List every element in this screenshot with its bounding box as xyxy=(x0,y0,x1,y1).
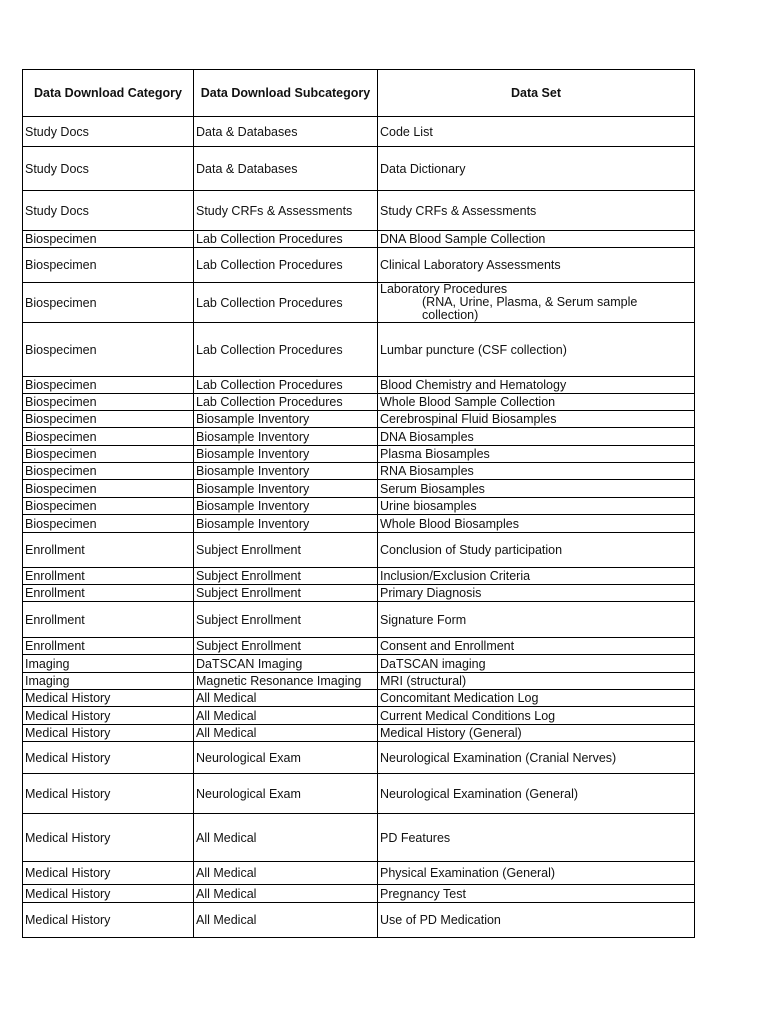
table-row xyxy=(23,774,695,814)
cell-category: Enrollment xyxy=(23,568,194,585)
cell-category: Biospecimen xyxy=(23,480,194,498)
cell-subline: (RNA, Urine, Plasma, & Serum sample collection) xyxy=(422,295,638,322)
cell-data-set: Study CRFs & Assessments xyxy=(378,191,695,231)
cell-data-set: Medical History (General) xyxy=(378,725,695,742)
cell-data-set: Physical Examination (General) xyxy=(378,862,695,885)
header-data-set: Data Set xyxy=(378,70,695,117)
data-download-table xyxy=(22,69,695,938)
table-row xyxy=(23,248,695,283)
cell-line: Laboratory Procedures xyxy=(380,282,508,296)
cell-subcategory: Subject Enrollment xyxy=(194,638,378,655)
cell-subcategory: Neurological Exam xyxy=(194,774,378,814)
table-row xyxy=(23,191,695,231)
cell-data-set: DaTSCAN imaging xyxy=(378,655,695,673)
cell-subcategory: Lab Collection Procedures xyxy=(194,231,378,248)
cell-subcategory: Subject Enrollment xyxy=(194,585,378,602)
cell-data-set: Blood Chemistry and Hematology xyxy=(378,377,695,394)
cell-category: Biospecimen xyxy=(23,428,194,446)
cell-subcategory: Subject Enrollment xyxy=(194,533,378,568)
cell-category: Study Docs xyxy=(23,117,194,147)
cell-category: Biospecimen xyxy=(23,446,194,463)
table-row xyxy=(23,673,695,690)
cell-category: Biospecimen xyxy=(23,463,194,480)
cell-data-set: Primary Diagnosis xyxy=(378,585,695,602)
cell-category: Enrollment xyxy=(23,533,194,568)
table-row xyxy=(23,690,695,707)
table-row xyxy=(23,231,695,248)
table-row xyxy=(23,568,695,585)
table-row xyxy=(23,707,695,725)
cell-data-set: Conclusion of Study participation xyxy=(378,533,695,568)
cell-data-set: Signature Form xyxy=(378,602,695,638)
header-row xyxy=(23,70,695,117)
table-row xyxy=(23,480,695,498)
cell-subcategory: Magnetic Resonance Imaging xyxy=(194,673,378,690)
cell-data-set: Urine biosamples xyxy=(378,498,695,515)
cell-category: Study Docs xyxy=(23,147,194,191)
table-row xyxy=(23,862,695,885)
cell-subcategory: All Medical xyxy=(194,862,378,885)
cell-category: Medical History xyxy=(23,725,194,742)
cell-category: Medical History xyxy=(23,814,194,862)
cell-data-set: Serum Biosamples xyxy=(378,480,695,498)
table-row xyxy=(23,885,695,903)
cell-category: Medical History xyxy=(23,862,194,885)
cell-category: Medical History xyxy=(23,742,194,774)
cell-data-set: Current Medical Conditions Log xyxy=(378,707,695,725)
cell-subcategory: All Medical xyxy=(194,707,378,725)
table-row xyxy=(23,533,695,568)
header-subcategory: Data Download Subcategory xyxy=(194,70,378,117)
cell-data-set: Clinical Laboratory Assessments xyxy=(378,248,695,283)
cell-category: Medical History xyxy=(23,690,194,707)
cell-subcategory: Biosample Inventory xyxy=(194,498,378,515)
cell-subcategory: All Medical xyxy=(194,725,378,742)
table-row xyxy=(23,602,695,638)
table-row xyxy=(23,394,695,411)
cell-category: Biospecimen xyxy=(23,377,194,394)
cell-category: Biospecimen xyxy=(23,323,194,377)
table-row xyxy=(23,377,695,394)
table-row xyxy=(23,147,695,191)
cell-subcategory: All Medical xyxy=(194,885,378,903)
cell-subcategory: Study CRFs & Assessments xyxy=(194,191,378,231)
cell-category: Medical History xyxy=(23,903,194,938)
cell-category: Biospecimen xyxy=(23,515,194,533)
cell-category: Study Docs xyxy=(23,191,194,231)
cell-data-set: Code List xyxy=(378,117,695,147)
cell-category: Enrollment xyxy=(23,638,194,655)
cell-subcategory: Lab Collection Procedures xyxy=(194,283,378,323)
cell-data-set: Data Dictionary xyxy=(378,147,695,191)
cell-data-set: Neurological Examination (Cranial Nerves) xyxy=(378,742,695,774)
cell-category: Biospecimen xyxy=(23,394,194,411)
cell-category: Imaging xyxy=(23,655,194,673)
cell-data-set: Use of PD Medication xyxy=(378,903,695,938)
table-row xyxy=(23,515,695,533)
cell-subcategory: Data & Databases xyxy=(194,117,378,147)
table-row xyxy=(23,411,695,428)
cell-data-set: Whole Blood Biosamples xyxy=(378,515,695,533)
cell-subcategory: Biosample Inventory xyxy=(194,515,378,533)
cell-data-set: Cerebrospinal Fluid Biosamples xyxy=(378,411,695,428)
cell-subcategory: DaTSCAN Imaging xyxy=(194,655,378,673)
cell-subcategory: Biosample Inventory xyxy=(194,411,378,428)
cell-category: Biospecimen xyxy=(23,231,194,248)
cell-subcategory: Subject Enrollment xyxy=(194,602,378,638)
table-row xyxy=(23,117,695,147)
cell-category: Biospecimen xyxy=(23,411,194,428)
table-row xyxy=(23,283,695,323)
cell-category: Medical History xyxy=(23,885,194,903)
table-row xyxy=(23,742,695,774)
cell-data-set: Whole Blood Sample Collection xyxy=(378,394,695,411)
cell-data-set: Inclusion/Exclusion Criteria xyxy=(378,568,695,585)
cell-subcategory: Subject Enrollment xyxy=(194,568,378,585)
table-body xyxy=(23,117,695,938)
cell-category: Medical History xyxy=(23,774,194,814)
cell-data-set: MRI (structural) xyxy=(378,673,695,690)
table-row xyxy=(23,498,695,515)
cell-subcategory: All Medical xyxy=(194,690,378,707)
cell-subcategory: Neurological Exam xyxy=(194,742,378,774)
cell-data-set: Neurological Examination (General) xyxy=(378,774,695,814)
cell-data-set: Lumbar puncture (CSF collection) xyxy=(378,323,695,377)
table-row xyxy=(23,463,695,480)
cell-category: Enrollment xyxy=(23,585,194,602)
cell-subcategory: All Medical xyxy=(194,814,378,862)
table-row xyxy=(23,655,695,673)
cell-subcategory: Biosample Inventory xyxy=(194,463,378,480)
cell-data-set: RNA Biosamples xyxy=(378,463,695,480)
cell-data-set: PD Features xyxy=(378,814,695,862)
table-row xyxy=(23,446,695,463)
cell-subcategory: Lab Collection Procedures xyxy=(194,323,378,377)
header-category: Data Download Category xyxy=(23,70,194,117)
cell-subcategory: Biosample Inventory xyxy=(194,446,378,463)
table-row xyxy=(23,428,695,446)
table-row xyxy=(23,585,695,602)
cell-category: Biospecimen xyxy=(23,498,194,515)
cell-category: Medical History xyxy=(23,707,194,725)
cell-category: Enrollment xyxy=(23,602,194,638)
table-row xyxy=(23,814,695,862)
cell-category: Imaging xyxy=(23,673,194,690)
cell-category: Biospecimen xyxy=(23,283,194,323)
cell-data-set: DNA Biosamples xyxy=(378,428,695,446)
cell-data-set: Concomitant Medication Log xyxy=(378,690,695,707)
cell-data-set: Consent and Enrollment xyxy=(378,638,695,655)
cell-subcategory: All Medical xyxy=(194,903,378,938)
table-row xyxy=(23,638,695,655)
cell-data-set xyxy=(378,283,695,323)
cell-data-set: Plasma Biosamples xyxy=(378,446,695,463)
table-row xyxy=(23,903,695,938)
cell-subcategory: Lab Collection Procedures xyxy=(194,394,378,411)
cell-subcategory: Lab Collection Procedures xyxy=(194,248,378,283)
table-row xyxy=(23,725,695,742)
cell-data-set: Pregnancy Test xyxy=(378,885,695,903)
cell-subcategory: Data & Databases xyxy=(194,147,378,191)
cell-data-set: DNA Blood Sample Collection xyxy=(378,231,695,248)
cell-category: Biospecimen xyxy=(23,248,194,283)
cell-subcategory: Biosample Inventory xyxy=(194,480,378,498)
cell-subcategory: Lab Collection Procedures xyxy=(194,377,378,394)
cell-subcategory: Biosample Inventory xyxy=(194,428,378,446)
table-row xyxy=(23,323,695,377)
